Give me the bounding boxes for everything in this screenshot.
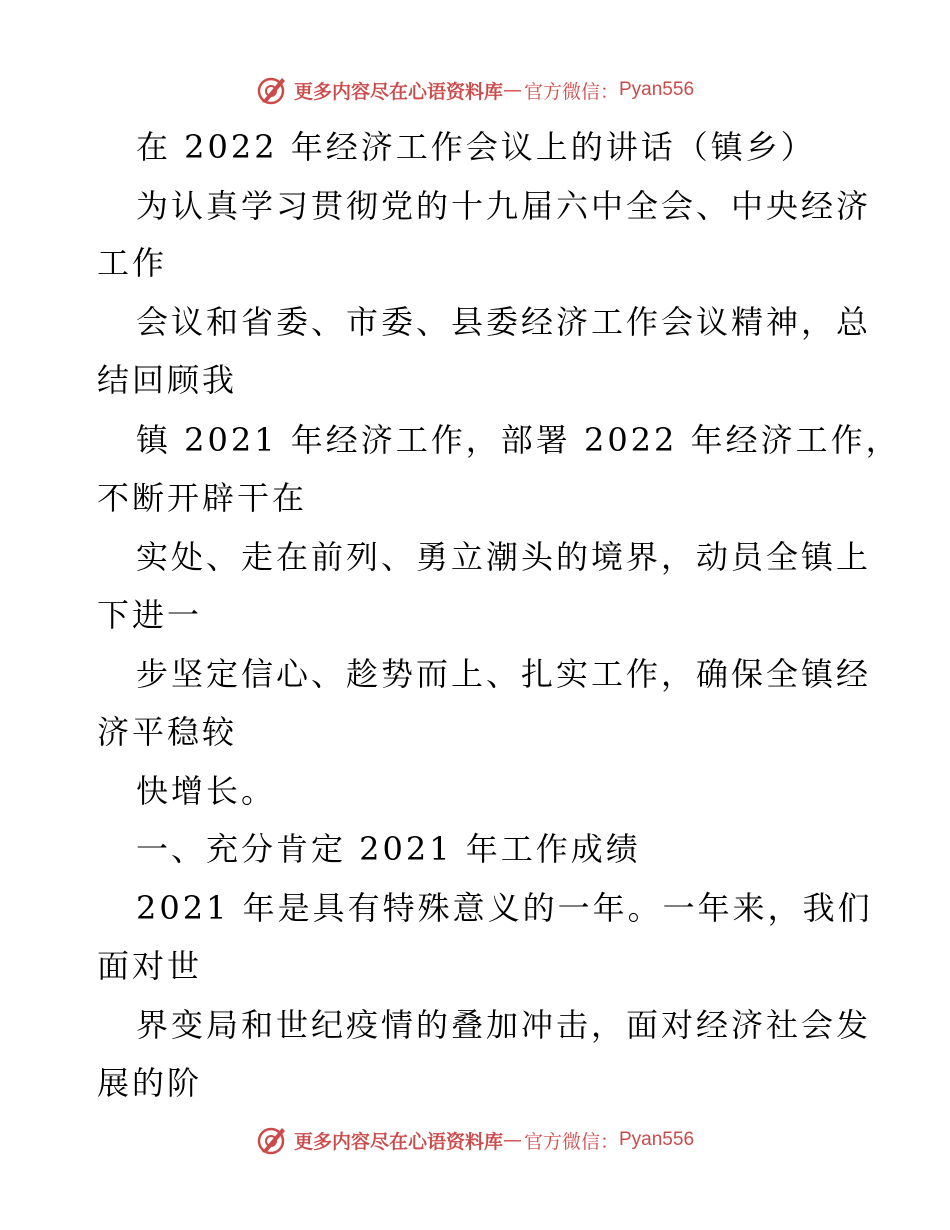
banner-official-label: 官方微信： (523, 1130, 619, 1153)
paragraph-line: 镇 2021 年经济工作，部署 2022 年经济工作， (136, 421, 901, 459)
paragraph-line: 下进一 (97, 596, 203, 634)
paragraph-line: 界变局和世纪疫情的叠加冲击，面对经济社会发 (136, 1006, 872, 1044)
paragraph-line: 快增长。 (136, 772, 277, 810)
paragraph-line: 展的阶 (97, 1064, 203, 1102)
banner-official-label: 官方微信： (523, 80, 619, 103)
paragraph-line: 结回顾我 (97, 361, 238, 399)
paragraph-line: 工作 (97, 244, 168, 282)
paragraph-line: 步坚定信心、趁势而上、扎实工作，确保全镇经 (136, 655, 872, 693)
paragraph-line: 不断开辟干在 (97, 479, 308, 517)
banner-separator: — (502, 79, 522, 101)
banner-separator: — (502, 1129, 522, 1151)
quill-logo-icon (256, 1124, 288, 1156)
banner-wechat-id: Pyan556 (619, 1129, 695, 1150)
quill-logo-icon (256, 74, 288, 106)
paragraph-line: 会议和省委、市委、县委经济工作会议精神，总 (136, 303, 872, 341)
section-heading: 一、充分肯定 2021 年工作成绩 (136, 830, 641, 868)
paragraph-line: 济平稳较 (97, 713, 238, 751)
paragraph-line: 实处、走在前列、勇立潮头的境界，动员全镇上 (136, 538, 872, 576)
paragraph-line: 为认真学习贯彻党的十九届六中全会、中央经济 (136, 187, 872, 225)
paragraph-line: 2021 年是具有特殊意义的一年。一年来，我们 (136, 889, 873, 927)
footer-banner (0, 1120, 950, 1160)
paragraph-line: 面对世 (97, 947, 203, 985)
header-banner (0, 70, 950, 110)
banner-text: 更多内容尽在心语资料库 (293, 1130, 503, 1153)
banner-text: 更多内容尽在心语资料库 (293, 80, 503, 103)
document-title: 在 2022 年经济工作会议上的讲话（镇乡） (136, 128, 816, 166)
banner-wechat-id: Pyan556 (619, 79, 695, 100)
